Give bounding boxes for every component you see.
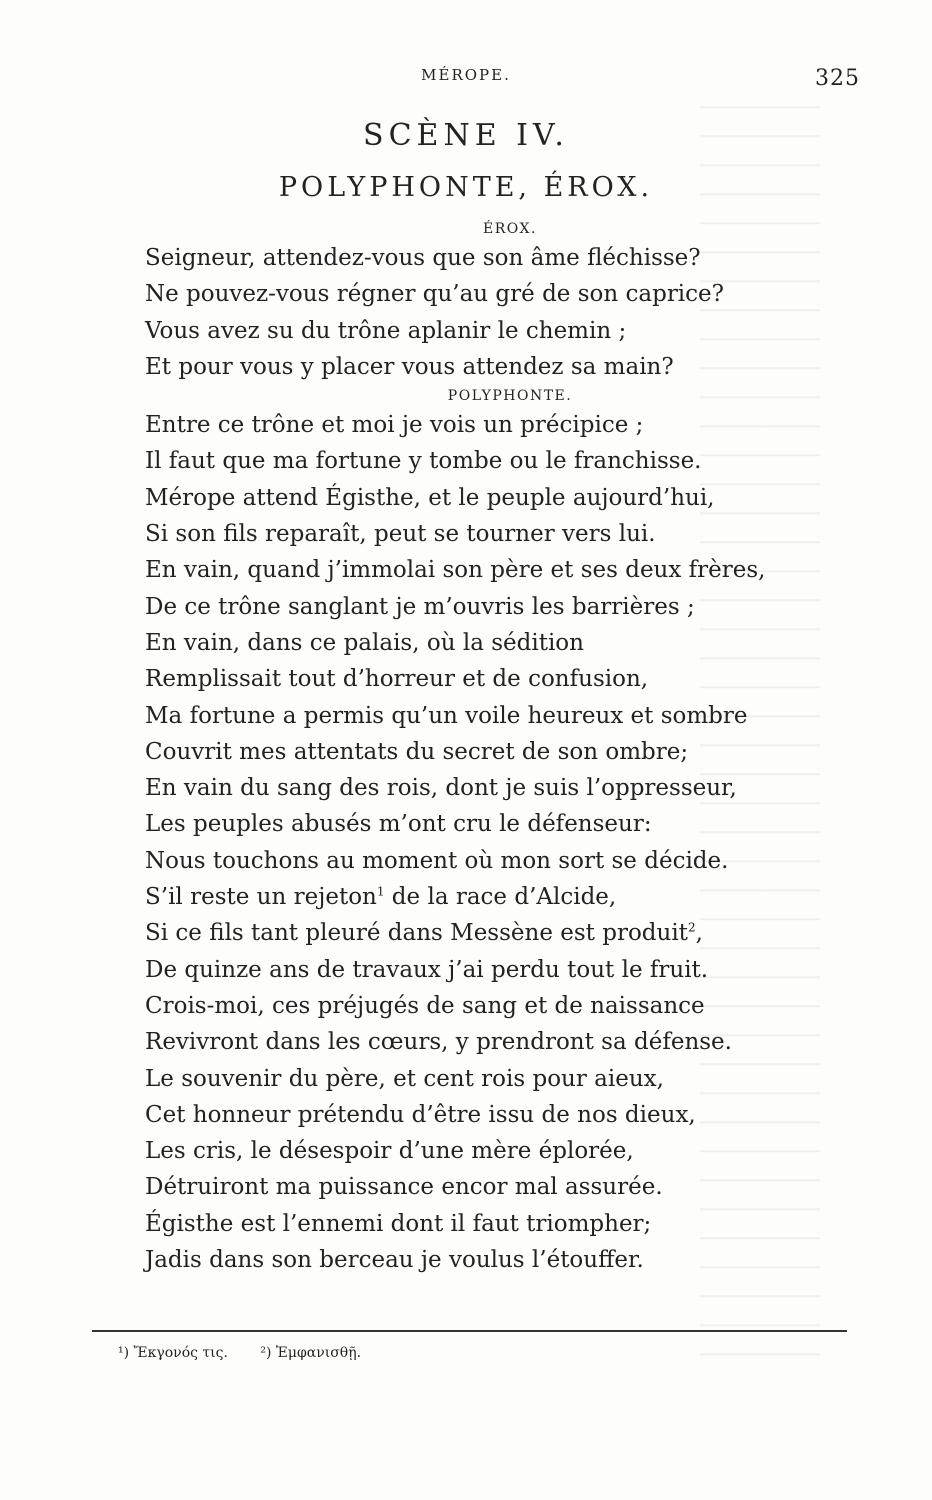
verse-line: Nous touchons au moment où mon sort se décide. — [145, 847, 729, 874]
verse-line: Vous avez su du trône aplanir le chemin ; — [145, 317, 627, 344]
verse-line: Crois-moi, ces préjugés de sang et de naissance — [145, 992, 705, 1019]
footnote-rule — [92, 1330, 847, 1332]
verse-line: Ne pouvez-vous régner qu’au gré de son caprice? — [145, 281, 724, 308]
verse-text: de la race d’Alcide, — [384, 884, 617, 911]
running-title: MÉROPE. — [421, 66, 511, 84]
verse-line: Revivront dans les cœurs, y prendront sa défense. — [145, 1029, 732, 1056]
verse-line: En vain, quand j’immolai son père et ses deux frères, — [145, 557, 766, 584]
verse-line: Et pour vous y placer vous attendez sa main? — [145, 353, 674, 380]
verse-line: Remplissait tout d’horreur et de confusion, — [145, 666, 649, 693]
verse-line: Entre ce trône et moi je vois un précipice ; — [145, 412, 644, 439]
verse-line: En vain du sang des rois, dont je suis l’oppresseur, — [145, 775, 737, 802]
verse-line: Si son fils reparaît, peut se tourner vers lui. — [145, 521, 656, 548]
verse-line: Le souvenir du père, et cent rois pour aieux, — [145, 1065, 664, 1092]
verse-line: Ma fortune a permis qu’un voile heureux et sombre — [145, 702, 748, 729]
running-head — [0, 66, 932, 90]
verse-text: Si ce fils tant pleuré dans Messène est produit — [145, 920, 688, 947]
verse-line: De quinze ans de travaux j’ai perdu tout le fruit. — [145, 956, 709, 983]
verse-text: , — [695, 920, 703, 947]
verse-line: De ce trône sanglant je m’ouvris les barrières ; — [145, 593, 695, 620]
footnote-2: ²) Ἐμφανισθῇ. — [260, 1345, 362, 1361]
verse-line: Les cris, le désespoir d’une mère éplorée, — [145, 1138, 634, 1165]
verse-text: S’il reste un rejeton — [145, 884, 377, 911]
verse-line: Détruiront ma puissance encor mal assurée. — [145, 1174, 663, 1201]
verse-line: Mérope attend Égisthe, et le peuple aujourd’hui, — [145, 484, 715, 511]
verse-line: Couvrit mes attentats du secret de son ombre; — [145, 738, 689, 765]
verse-line: Seigneur, attendez-vous que son âme fléchisse? — [145, 245, 701, 271]
verse-line: Égisthe est l’ennemi dont il faut triompher; — [145, 1210, 652, 1237]
speaker-polyphonte: POLYPHONTE. — [447, 388, 573, 405]
verse-line: Les peuples abusés m’ont cru le défenseur: — [145, 811, 652, 838]
characters-heading: POLYPHONTE, ÉROX. — [278, 172, 654, 203]
verse-line: Jadis dans son berceau je voulus l’étouffer. — [145, 1247, 644, 1274]
footnotes — [118, 1345, 389, 1361]
footnote-marker-2: 2 — [687, 920, 696, 935]
verse-line: En vain, dans ce palais, où la sédition — [145, 629, 584, 656]
verse-line-with-note-1 — [145, 879, 835, 915]
footnote-marker-1: 1 — [376, 884, 385, 899]
verse-line: Cet honneur prétendu d’être issu de nos dieux, — [145, 1101, 696, 1128]
speaker-erox: ÉROX. — [483, 221, 537, 237]
page-number: 325 — [815, 66, 860, 91]
verse-line-with-note-2 — [145, 915, 835, 951]
verse-block — [145, 218, 835, 1278]
verse-line: Il faut que ma fortune y tombe ou le franchisse. — [145, 448, 702, 475]
scene-heading: SCÈNE IV. — [363, 118, 569, 153]
footnote-1: ¹) Ἔκγονός τις. — [118, 1345, 228, 1361]
